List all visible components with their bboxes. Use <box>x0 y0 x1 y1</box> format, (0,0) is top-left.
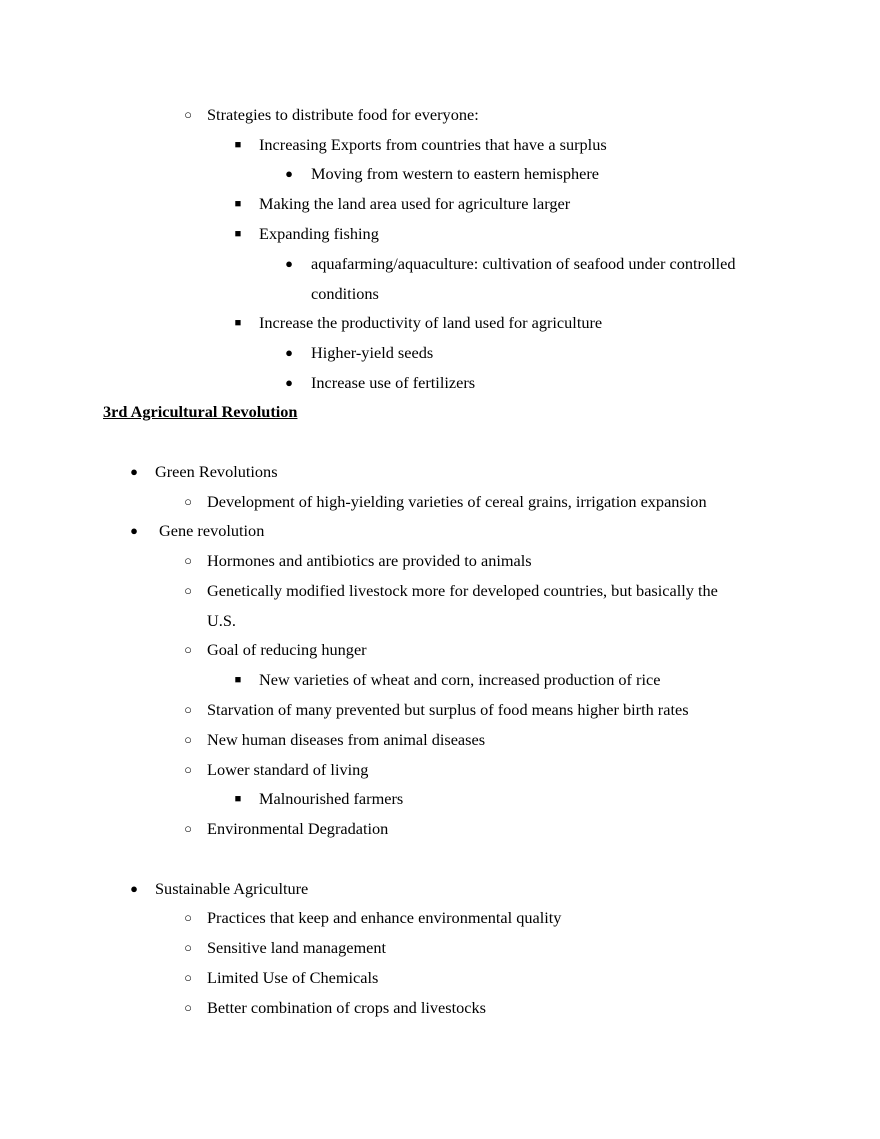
list-item <box>0 130 880 160</box>
list-item-text: Green Revolutions <box>155 462 278 481</box>
list-item <box>0 814 880 844</box>
solid-bullet-icon: ● <box>285 375 293 390</box>
solid-bullet-icon: ● <box>285 345 293 360</box>
list-item-text: New human diseases from animal diseases <box>207 730 486 749</box>
list-item-text: U.S. <box>207 611 236 630</box>
list-item <box>0 457 880 487</box>
hollow-bullet-icon: ○ <box>184 553 192 568</box>
list-item <box>0 635 880 665</box>
list-item-text: Better combination of crops and livestocks <box>207 998 486 1017</box>
list-item <box>0 993 880 1023</box>
list-item <box>0 487 880 517</box>
list-item <box>0 189 880 219</box>
hollow-bullet-icon: ○ <box>184 642 192 657</box>
square-bullet-icon: ■ <box>234 228 242 240</box>
list-item-text: Expanding fishing <box>259 224 379 243</box>
hollow-bullet-icon: ○ <box>184 821 192 836</box>
hollow-bullet-icon: ○ <box>184 494 192 509</box>
list-item-text: Higher-yield seeds <box>311 343 434 362</box>
hollow-bullet-icon: ○ <box>184 910 192 925</box>
list-item-text: Hormones and antibiotics are provided to animals <box>207 551 532 570</box>
solid-bullet-icon: ● <box>130 464 138 479</box>
hollow-bullet-icon: ○ <box>184 702 192 717</box>
hollow-bullet-icon: ○ <box>184 762 192 777</box>
list-item <box>0 784 880 814</box>
list-item-text: conditions <box>311 284 379 303</box>
list-item <box>0 219 880 249</box>
list-item-text: New varieties of wheat and corn, increased production of rice <box>259 670 661 689</box>
list-item-text: Lower standard of living <box>207 760 369 779</box>
solid-bullet-icon: ● <box>130 523 138 538</box>
list-item-text: Sustainable Agriculture <box>155 879 309 898</box>
list-item-text: Malnourished farmers <box>259 789 404 808</box>
hollow-bullet-icon: ○ <box>184 940 192 955</box>
solid-bullet-icon: ● <box>285 256 293 271</box>
list-item-text: Limited Use of Chemicals <box>207 968 379 987</box>
list-item-text: Practices that keep and enhance environmental quality <box>207 908 562 927</box>
solid-bullet-icon: ● <box>130 881 138 896</box>
list-item-text: Strategies to distribute food for everyone: <box>207 105 479 124</box>
list-item <box>0 368 880 398</box>
square-bullet-icon: ■ <box>234 139 242 151</box>
list-item <box>0 576 880 606</box>
hollow-bullet-icon: ○ <box>184 107 192 122</box>
list-item-text: Making the land area used for agriculture larger <box>259 194 571 213</box>
list-item <box>0 933 880 963</box>
list-item-text: Starvation of many prevented but surplus of food means higher birth rates <box>207 700 689 719</box>
list-item-text: Development of high-yielding varieties of cereal grains, irrigation expansion <box>207 492 707 511</box>
list-item-continuation <box>0 606 880 636</box>
list-item-text: Sensitive land management <box>207 938 387 957</box>
hollow-bullet-icon: ○ <box>184 583 192 598</box>
list-item <box>0 100 880 130</box>
list-item <box>0 249 880 279</box>
section-heading-row <box>0 397 880 427</box>
list-item <box>0 903 880 933</box>
list-item <box>0 308 880 338</box>
list-item-text: Increase the productivity of land used for agriculture <box>259 313 603 332</box>
square-bullet-icon: ■ <box>234 317 242 329</box>
list-item <box>0 725 880 755</box>
solid-bullet-icon: ● <box>285 166 293 181</box>
list-item <box>0 516 880 546</box>
list-item <box>0 665 880 695</box>
list-item-text: Goal of reducing hunger <box>207 640 367 659</box>
section-heading: 3rd Agricultural Revolution <box>103 402 298 421</box>
hollow-bullet-icon: ○ <box>184 732 192 747</box>
list-item <box>0 159 880 189</box>
list-item-text: Moving from western to eastern hemisphere <box>311 164 600 183</box>
list-item <box>0 755 880 785</box>
list-item-text: Environmental Degradation <box>207 819 389 838</box>
list-item-continuation <box>0 279 880 309</box>
list-item-text: Genetically modified livestock more for developed countries, but basically the <box>207 581 718 600</box>
list-item <box>0 546 880 576</box>
list-item <box>0 963 880 993</box>
square-bullet-icon: ■ <box>234 674 242 686</box>
list-item-text: aquafarming/aquaculture: cultivation of seafood under controlled <box>311 254 736 273</box>
hollow-bullet-icon: ○ <box>184 1000 192 1015</box>
square-bullet-icon: ■ <box>234 793 242 805</box>
hollow-bullet-icon: ○ <box>184 970 192 985</box>
square-bullet-icon: ■ <box>234 198 242 210</box>
list-item-text: Increasing Exports from countries that have a surplus <box>259 135 607 154</box>
list-item-text: Gene revolution <box>159 521 265 540</box>
list-item <box>0 338 880 368</box>
list-item-text: Increase use of fertilizers <box>311 373 476 392</box>
list-item <box>0 695 880 725</box>
list-item <box>0 874 880 904</box>
